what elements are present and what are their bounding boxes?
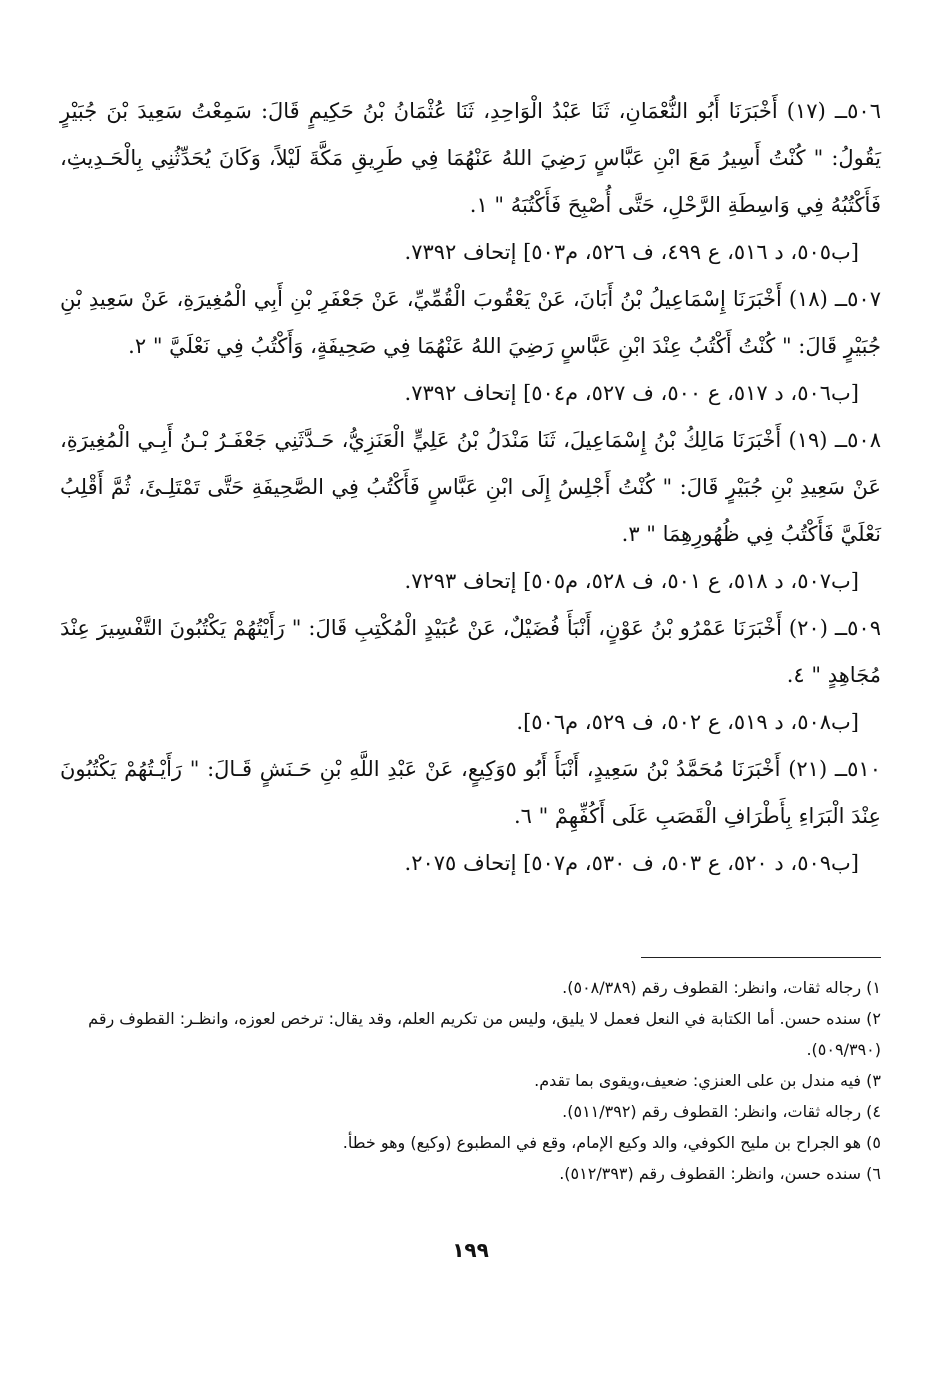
hadith-reference: [ب٥٠٩، د ٥٢٠، ع ٥٠٣، ف ٥٣٠، م٥٠٧] إتحاف ٢٠٧٥. (404, 851, 859, 875)
hadith-text: ٥١٠ــ (٢١) أَخْبَرَنَا مُحَمَّدُ بْنُ سَعِيدٍ، أَنْبَأَ أَبُو ٥وَكِيعٍ، عَنْ عَبْدِ اللَّهِ بْنِ حَـنَشٍ قَـالَ: " رَأَيْـتُهُمْ يَكْتُبُونَ عِنْدَ الْبَرَاءِ بِأَطْرَافِ الْقَصَبِ عَلَى أَكُفِّهِمْ " ٦. (60, 757, 881, 828)
hadith-text: ٥٠٨ــ (١٩) أَخْبَرَنَا مَالِكُ بْنُ إِسْمَاعِيلَ، ثَنَا مَنْدَلُ بْنُ عَلِيٍّ الْعَنَزِيُّ، حَـدَّثَنِي جَعْفَـرُ بْـنُ أَبِـي الْمُغِيرَةِ، عَنْ سَعِيدِ بْنِ جُبَيْرٍ قَالَ: " كُنْتُ أَجْلِسُ إِلَى ابْنِ عَبَّاسٍ فَأَكْتُبُ فِي الصَّحِيفَةِ حَتَّى تَمْتَلِـئَ، ثُمَّ أَقْلِبُ نَعْلَيَّ فَأَكْتُبُ فِي ظُهُورِهِمَا " ٣. (60, 428, 881, 546)
hadith-text: ٥٠٧ــ (١٨) أَخْبَرَنَا إِسْمَاعِيلُ بْنُ أَبَانَ، عَنْ يَعْقُوبَ الْقُمِّيِّ، عَنْ جَعْفَرِ بْنِ أَبِي الْمُغِيرَةِ، عَنْ سَعِيدِ بْنِ جُبَيْرٍ قَالَ: " كُنْتُ أَكْتُبُ عِنْدَ ابْنِ عَبَّاسٍ رَضِيَ اللهُ عَنْهُمَا فِي صَحِيفَةٍ، وَأَكْتُبُ فِي نَعْلَيَّ " ٢. (60, 287, 881, 358)
footnote-4: ٤) رجاله ثقات، وانظر: القطوف رقم (٥١١/٣٩٢). (562, 1102, 881, 1121)
hadith-reference: [ب٥٠٨، د ٥١٩، ع ٥٠٢، ف ٥٢٩، م٥٠٦]. (516, 710, 859, 734)
hadith-text: ٥٠٦ــ (١٧) أَخْبَرَنَا أَبُو النُّعْمَانِ، ثَنَا عَبْدُ الْوَاحِدِ، ثَنَا عُثْمَانُ بْنُ حَكِيمٍ قَالَ: سَمِعْتُ سَعِيدَ بْنَ جُبَيْرٍ يَقُولُ: " كُنْتُ أَسِيرُ مَعَ ابْنِ عَبَّاسٍ رَضِيَ اللهُ عَنْهُمَا فِي طَرِيقِ مَكَّةَ لَيْلاً، وَكَانَ يُحَدِّثُنِي بِالْحَـدِيثِ، فَأَكْتُبُهُ فِي وَاسِطَةِ الرَّحْلِ، حَتَّى أُصْبِحَ فَأَكْتُبَهُ " ١. (60, 99, 881, 217)
hadith-entry-510 (60, 746, 881, 887)
hadith-entry-509 (60, 605, 881, 746)
footnote-1: ١) رجاله ثقات، وانظر: القطوف رقم (٥٠٨/٣٨٩). (562, 978, 881, 997)
hadith-reference: [ب٥٠٥، د ٥١٦، ع ٤٩٩، ف ٥٢٦، م٥٠٣] إتحاف ٧٣٩٢. (404, 240, 859, 264)
hadith-entry-507 (60, 276, 881, 417)
hadith-entry-508 (60, 417, 881, 605)
page-number: ١٩٩ (452, 1238, 489, 1262)
hadith-reference: [ب٥٠٧، د ٥١٨، ع ٥٠١، ف ٥٢٨، م٥٠٥] إتحاف ٧٢٩٣. (404, 569, 859, 593)
footnote-3: ٣) فيه مندل بن على العنزي: ضعيف،ويقوى بما تقدم. (534, 1071, 881, 1090)
footnote-5: ٥) هو الجراح بن مليح الكوفي، والد وكيع الإمام، وقع في المطبوع (وكيع) وهو خطأ. (342, 1133, 881, 1152)
footnote-divider (641, 957, 881, 958)
hadith-reference: [ب٥٠٦، د ٥١٧، ع ٥٠٠، ف ٥٢٧، م٥٠٤] إتحاف ٧٣٩٢. (404, 381, 859, 405)
hadith-entry-506 (60, 88, 881, 276)
hadith-text: ٥٠٩ــ (٢٠) أَخْبَرَنَا عَمْرُو بْنُ عَوْنٍ، أَنْبَأَ فُضَيْلٌ، عَنْ عُبَيْدٍ الْمُكْتِبِ قَالَ: " رَأَيْتُهُمْ يَكْتُبُونَ التَّفْسِيرَ عِنْدَ مُجَاهِدٍ " ٤. (60, 616, 881, 687)
footnote-2: ٢) سنده حسن. أما الكتابة في النعل فعمل لا يليق، وليس من تكريم العلم، وقد يقال: ترخص لعوزه، وانظـر: القطوف رقم (٥٠٩/٣٩٠). (88, 1009, 881, 1059)
footnote-6: ٦) سنده حسن، وانظر: القطوف رقم (٥١٢/٣٩٣). (559, 1164, 881, 1183)
footnotes (60, 972, 881, 1189)
